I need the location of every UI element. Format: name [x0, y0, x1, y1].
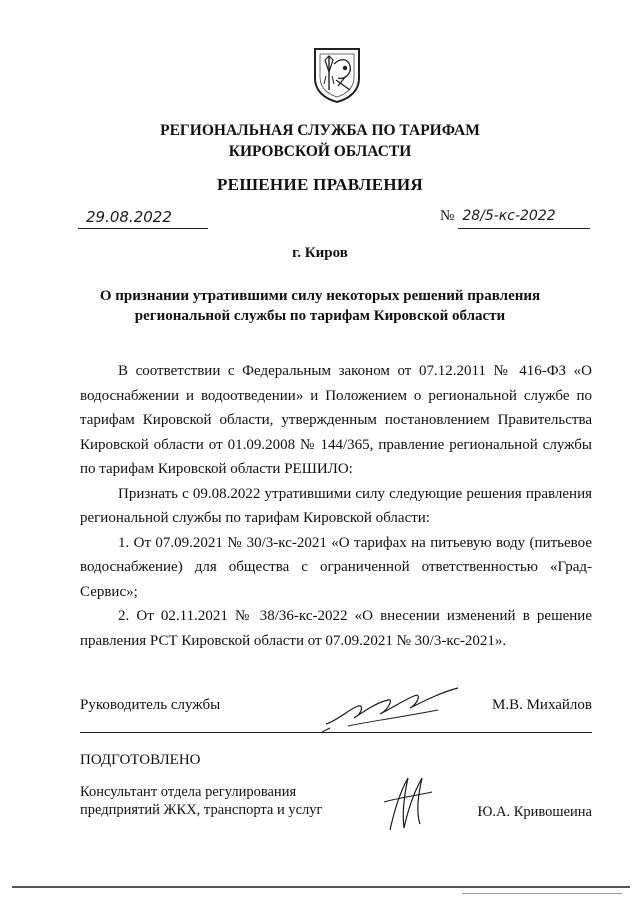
document-number-row [440, 208, 590, 229]
preparer-title-line-2: предприятий ЖКХ, транспорта и услуг [80, 802, 323, 818]
organization-name [0, 120, 640, 162]
preparer-title [80, 783, 322, 819]
page-bottom-border [12, 886, 630, 888]
preparer-signature-icon [378, 772, 438, 834]
document-subject [0, 286, 640, 326]
head-name: М.В. Михайлов [491, 697, 592, 713]
preparer-title-line-1: Консультант отдела регулирования [80, 784, 297, 800]
document-number: 28/5-кс-2022 [458, 208, 590, 229]
document-body [80, 359, 592, 653]
preparer-name: Ю.А. Кривошеина [477, 804, 592, 820]
body-paragraph-item-1: 1. От 07.09.2021 № 30/3-кс-2021 «О тарифах на питьевую воду (питьевое водоснабжение) для общества с ограниченной ответственностью «Град-Сервис»; [80, 534, 592, 600]
org-line-2: КИРОВСКОЙ ОБЛАСТИ [228, 143, 412, 160]
number-sign: № [440, 208, 455, 224]
body-paragraph-item-2: 2. От 02.11.2021 № 38/36-кс-2022 «О внесении изменений в решение правления РСТ Кировской области от 07.09.2021 № 30/3-кс-2021». [80, 608, 592, 649]
subject-line-1: О признании утратившими силу некоторых решений правления [99, 288, 541, 304]
head-title: Руководитель службы [80, 697, 221, 713]
signature-divider [80, 732, 592, 733]
body-paragraph-preamble: В соответствии с Федеральным законом от 07.12.2011 № 416-ФЗ «О водоснабжении и водоотведении» и Положением о региональной службе по тарифам Кировской области, утвержденным постановлением Правительства Кировской области от 01.09.2008 № 144/365, правление региональной службы по тарифам Кировской области РЕШИЛО: [80, 363, 592, 477]
subject-line-2: региональной службы по тарифам Кировской области [134, 308, 506, 324]
document-city: г. Киров [292, 245, 348, 261]
scan-edge-mark [462, 893, 622, 894]
document-type: РЕШЕНИЕ ПРАВЛЕНИЯ [217, 175, 423, 194]
head-signature-icon [318, 680, 468, 736]
kirov-coat-of-arms-icon [312, 46, 362, 104]
body-paragraph-decision: Признать с 09.08.2022 утратившими силу следующие решения правления региональной службы по тарифам Кировской области: [80, 485, 592, 526]
document-date: 29.08.2022 [78, 208, 208, 229]
org-line-1: РЕГИОНАЛЬНАЯ СЛУЖБА ПО ТАРИФАМ [160, 122, 480, 139]
prepared-label: ПОДГОТОВЛЕНО [80, 752, 201, 768]
